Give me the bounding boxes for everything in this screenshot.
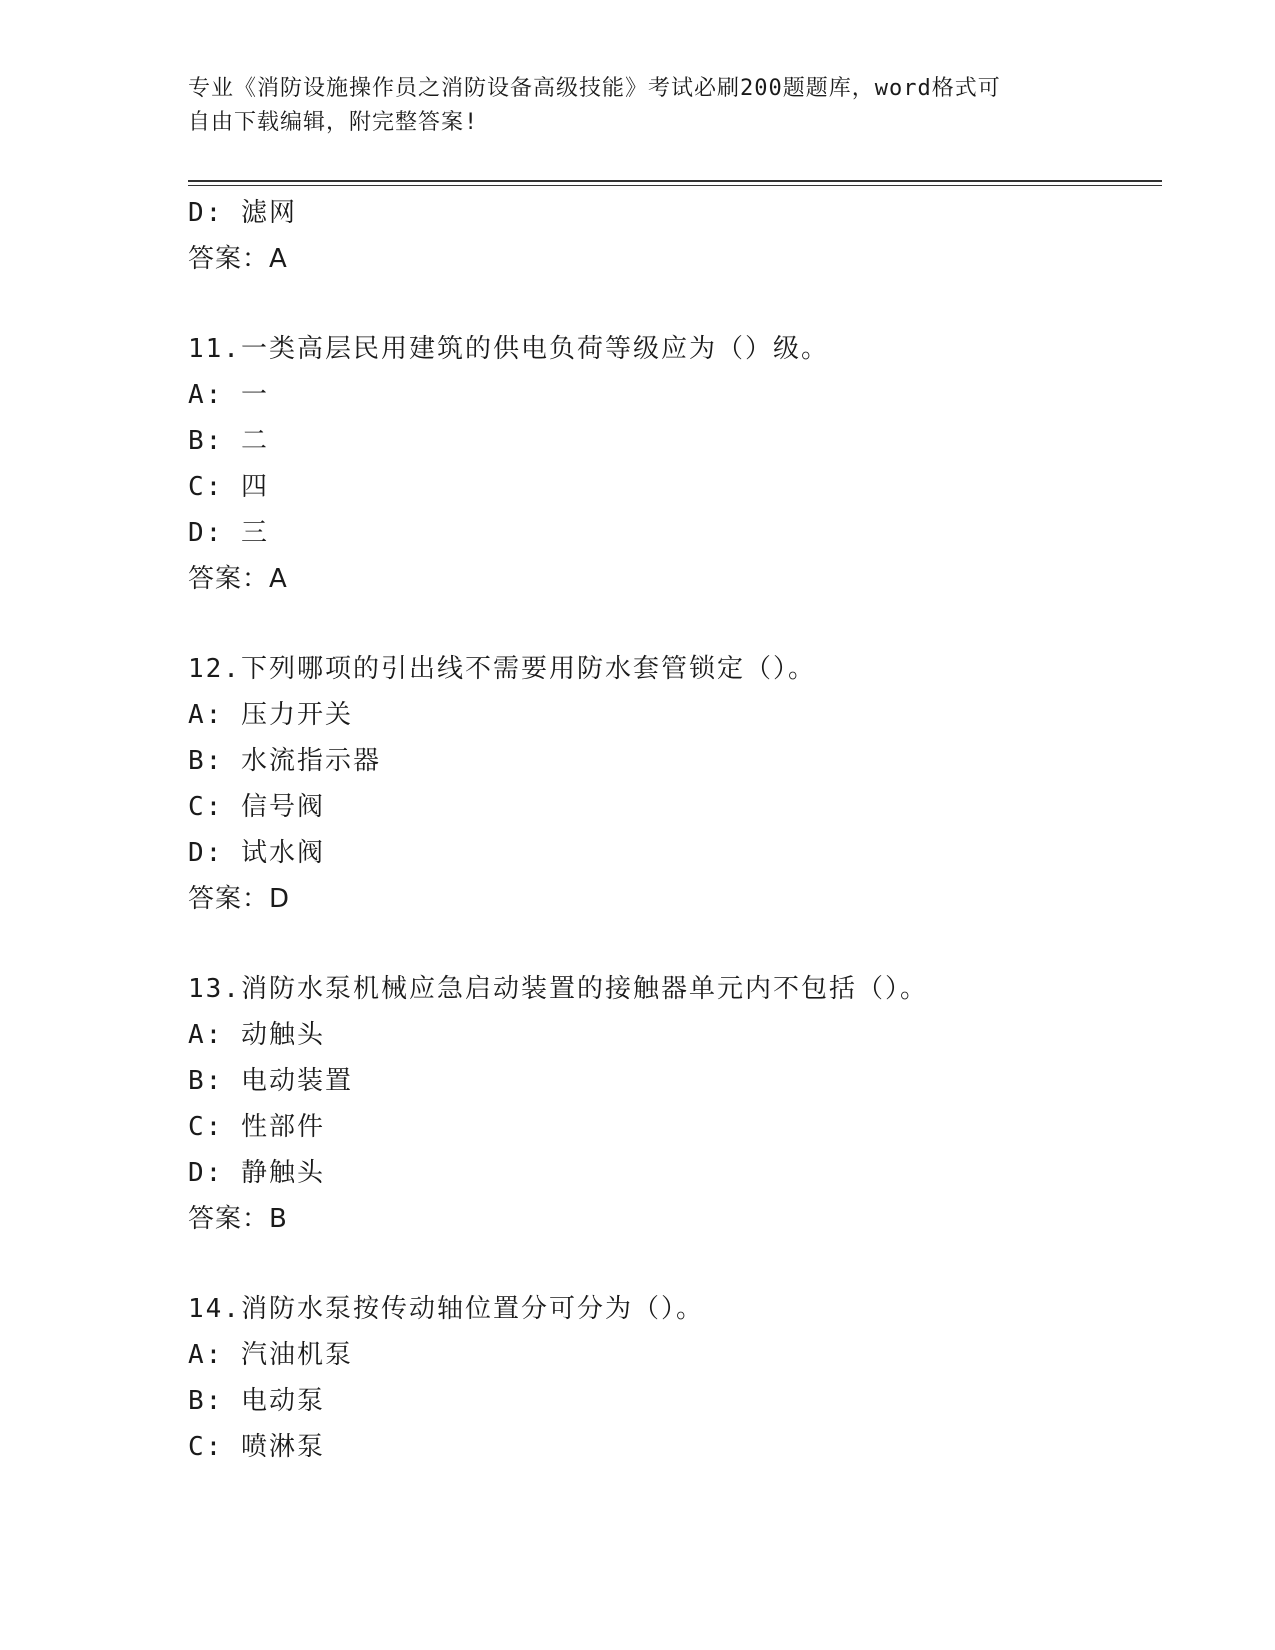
question-block-12 [188,646,1162,922]
option-b: B: 电动装置 [188,1066,353,1096]
option-c: C: 四 [188,472,269,502]
option-c: C: 信号阀 [188,792,325,822]
question-block-11 [188,326,1162,602]
option-a: A: 压力开关 [188,700,353,730]
option-a: A: 汽油机泵 [188,1340,353,1370]
option-d: D: 滤网 [188,198,297,228]
answer-line: 答案：A [188,244,288,274]
question-block-13 [188,966,1162,1242]
option-d: D: 试水阀 [188,838,325,868]
answer-line: 答案：D [188,884,291,914]
option-d: D: 静触头 [188,1158,325,1188]
question-stem: 13.消防水泵机械应急启动装置的接触器单元内不包括（）。 [188,974,928,1004]
header-divider [188,180,1162,182]
answer-line: 答案：B [188,1204,288,1234]
question-block-14 [188,1286,1162,1470]
option-b: B: 水流指示器 [188,746,381,776]
option-c: C: 性部件 [188,1112,325,1142]
question-stem: 14.消防水泵按传动轴位置分可分为（）。 [188,1294,704,1324]
header-title-line-2: 自由下载编辑，附完整答案! [188,110,479,135]
page-header [188,72,1088,140]
header-divider-thin [188,185,1162,186]
answer-line: 答案：A [188,564,288,594]
header-title-line-1: 专业《消防设施操作员之消防设备高级技能》考试必刷200题题库，word格式可 [188,76,1001,101]
option-b: B: 二 [188,426,269,456]
question-stem: 11.一类高层民用建筑的供电负荷等级应为（）级。 [188,334,829,364]
question-list [188,190,1162,1470]
question-block-10-tail [188,190,1162,282]
option-b: B: 电动泵 [188,1386,325,1416]
option-d: D: 三 [188,518,269,548]
option-c: C: 喷淋泵 [188,1432,325,1462]
option-a: A: 动触头 [188,1020,325,1050]
question-stem: 12.下列哪项的引出线不需要用防水套管锁定（）。 [188,654,816,684]
option-a: A: 一 [188,380,269,410]
